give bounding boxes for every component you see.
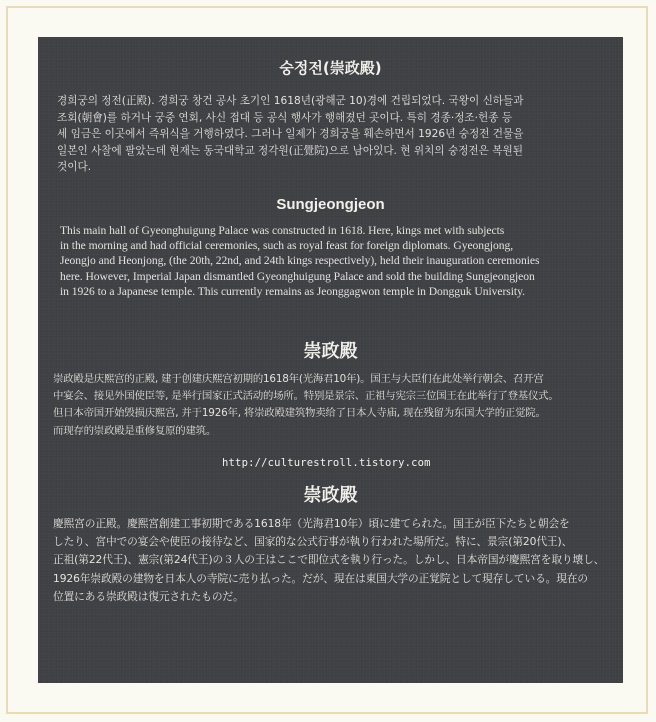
english-line: in the morning and had official ceremonies, such as royal feast for foreign diplomats. Gyeongjong, (60, 239, 514, 253)
korean-text (57, 93, 524, 176)
korean-line: 것이다. (57, 161, 92, 173)
korean-line: 세 임금은 이곳에서 즉위식을 거행하였다. 그러나 일제가 경희궁을 훼손하면서 1926년 숭정전 건물을 (57, 128, 524, 140)
english-title: Sungjeongjeon (276, 196, 385, 213)
watermark-url: http://culturestroll.tistory.com (222, 457, 431, 469)
korean-line: 조회(朝會)를 하거나 궁중 연회, 사신 접대 등 공식 행사가 행해졌던 곳이다. 특히 경종·정조·헌종 등 (57, 111, 513, 124)
korean-title: 숭정전(崇政殿) (279, 59, 382, 77)
chinese-title: 崇政殿 (303, 341, 358, 362)
japanese-line: 1926年崇政殿の建物を日本人の寺院に売り払った。だが、現在は東国大学の正覚院として現存している。現在の (53, 571, 589, 585)
english-line: This main hall of Gyeonghuigung Palace was constructed in 1618. Here, kings met with subjects (60, 224, 505, 237)
english-line: here. However, Imperial Japan dismantled Gyeonghuigung Palace and sold the building Sungjeongjeon (60, 269, 535, 283)
english-text (60, 223, 539, 299)
korean-line: 일본인 사찰에 팔았는데 현재는 동국대학교 정각원(正覺院)으로 남아있다. 현 위치의 숭정전은 복원된 (57, 144, 523, 157)
chinese-line: 中宴会、接见外国使臣等, 是举行国家正式活动的场所。特别是景宗、正祖与宪宗三位国王在此举行了登基仪式。 (53, 390, 559, 403)
chinese-line: 但日本帝国开始毁损庆熙宫, 并于1926年, 将崇政殿建筑物卖给了日本人寺庙, 现在残留为东国大学的正觉院。 (53, 407, 546, 420)
english-line: Jeongjo and Heonjong, (the 20th, 22nd, and 24th kings respectively), held their inauguration ceremonies (60, 254, 540, 268)
chinese-line: 崇政殿是庆熙宫的正殿, 建于创建庆熙宫初期的1618年(光海君10年)。国王与大臣们在此处举行朝会、召开宫 (53, 373, 544, 385)
japanese-line: 慶熙宮の正殿。慶熙宮創建工事初期である1618年（光海君10年）頃に建てられた。国王が臣下たちと朝会を (53, 517, 570, 530)
japanese-line: したり、宮中での宴会や使臣の接待など、国家的な公式行事が執り行われた場所だ。特に、景宗(第20代王)、 (53, 535, 573, 549)
japanese-line: 位置にある崇政殿は復元されたものだ。 (53, 589, 244, 603)
japanese-line: 正祖(第22代王)、憲宗(第24代王)の３人の王はここで即位式を執り行った。しかし、日本帝国が慶熙宮を取り壊し、 (53, 553, 605, 567)
japanese-title: 崇政殿 (303, 485, 358, 506)
japanese-text (53, 515, 604, 606)
english-line: in 1926 to a Japanese temple. This currently remains as Jeonggagwon temple in Dongguk University. (60, 284, 525, 298)
chinese-text (53, 371, 559, 440)
chinese-line: 而现存的崇政殿是重修复原的建筑。 (53, 424, 217, 437)
info-plaque (38, 37, 623, 683)
korean-line: 경희궁의 정전(正殿). 경희궁 창건 공사 초기인 1618년(광해군 10)경에 건립되었다. 국왕이 신하들과 (57, 95, 524, 107)
